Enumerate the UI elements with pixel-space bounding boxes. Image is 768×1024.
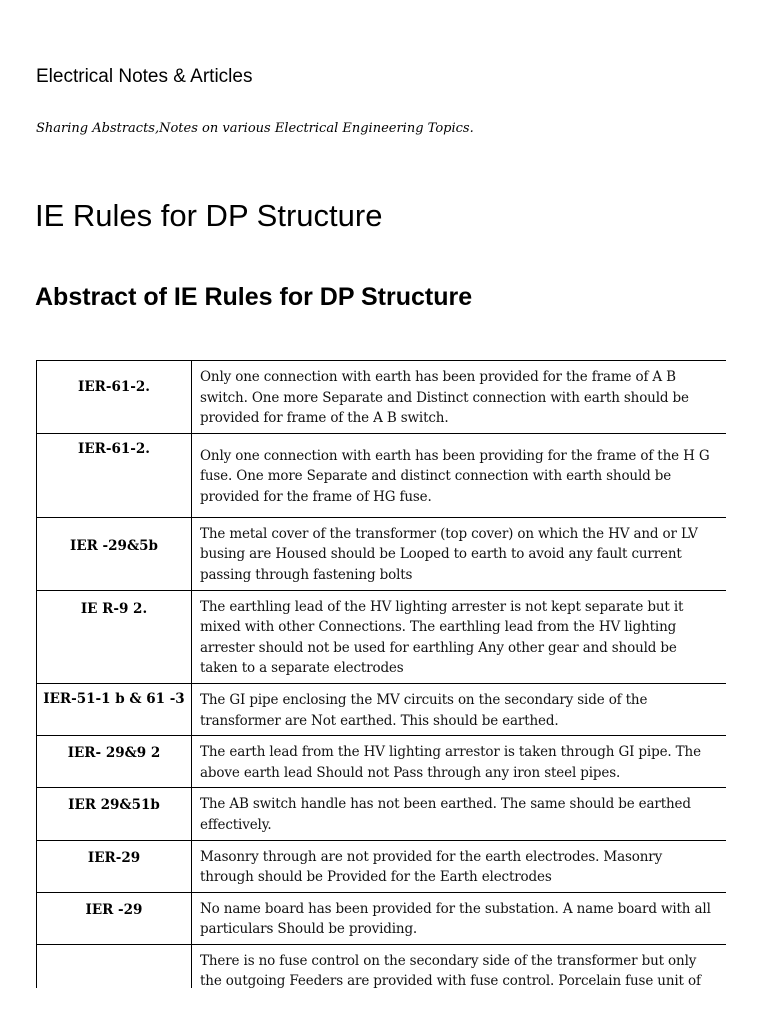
rule-code-cell: IER-51-1 b & 61 -3	[37, 683, 192, 735]
rule-code-cell: IER-29	[37, 840, 192, 892]
rule-code-cell: IER-61-2.	[37, 433, 192, 517]
rule-description-cell: Only one connection with earth has been provided for the frame of A B switch. One more Separate and Distinct connection with earth should be provided for frame of the A B switch.	[192, 361, 727, 434]
site-tagline: Sharing Abstracts,Notes on various Electrical Engineering Topics.	[36, 121, 474, 136]
table-row	[37, 517, 727, 590]
table-row	[37, 736, 727, 788]
rule-code-cell	[37, 944, 192, 988]
rule-description-cell: The GI pipe enclosing the MV circuits on the secondary side of the transformer are Not earthed. This should be earthed.	[192, 683, 727, 735]
table-row	[37, 590, 727, 683]
rule-code-cell: IER-61-2.	[37, 361, 192, 434]
table-row	[37, 892, 727, 944]
section-heading: Abstract of IE Rules for DP Structure	[35, 283, 473, 311]
rule-description-cell: The earth lead from the HV lighting arrestor is taken through GI pipe. The above earth lead Should not Pass through any iron steel pipes.	[192, 736, 727, 788]
rules-table-container	[36, 360, 726, 988]
rule-code-cell: IER -29&5b	[37, 517, 192, 590]
rule-description-cell: Only one connection with earth has been providing for the frame of the H G fuse. One more Separate and distinct connection with earth should be provided for the frame of HG fuse.	[192, 433, 727, 517]
rule-description-cell: Masonry through are not provided for the earth electrodes. Masonry through should be Provided for the Earth electrodes	[192, 840, 727, 892]
table-row	[37, 788, 727, 840]
rule-description-cell: There is no fuse control on the secondary side of the transformer but only the outgoing Feeders are provided with fuse control. Porcelain fuse unit of	[192, 944, 727, 988]
rule-description-cell: The earthling lead of the HV lighting arrester is not kept separate but it mixed with other Connections. The earthling lead from the HV lighting arrester should not be used for earthling Any other gear and should be taken to a separate electrodes	[192, 590, 727, 683]
rule-code-cell: IER -29	[37, 892, 192, 944]
table-row	[37, 361, 727, 434]
site-title[interactable]: Electrical Notes & Articles	[36, 66, 253, 87]
table-row	[37, 840, 727, 892]
table-row	[37, 433, 727, 517]
rule-description-cell: The AB switch handle has not been earthed. The same should be earthed effectively.	[192, 788, 727, 840]
ie-rules-table	[36, 360, 726, 988]
table-row	[37, 683, 727, 735]
rule-code-cell: IER 29&51b	[37, 788, 192, 840]
rule-description-cell: The metal cover of the transformer (top cover) on which the HV and or LV busing are Housed should be Looped to earth to avoid any fault current passing through fastening bolts	[192, 517, 727, 590]
table-row	[37, 944, 727, 988]
rule-code-cell: IER- 29&9 2	[37, 736, 192, 788]
rule-description-cell: No name board has been provided for the substation. A name board with all particulars Should be providing.	[192, 892, 727, 944]
page-title: IE Rules for DP Structure	[35, 198, 383, 233]
rule-code-cell: IE R-9 2.	[37, 590, 192, 683]
